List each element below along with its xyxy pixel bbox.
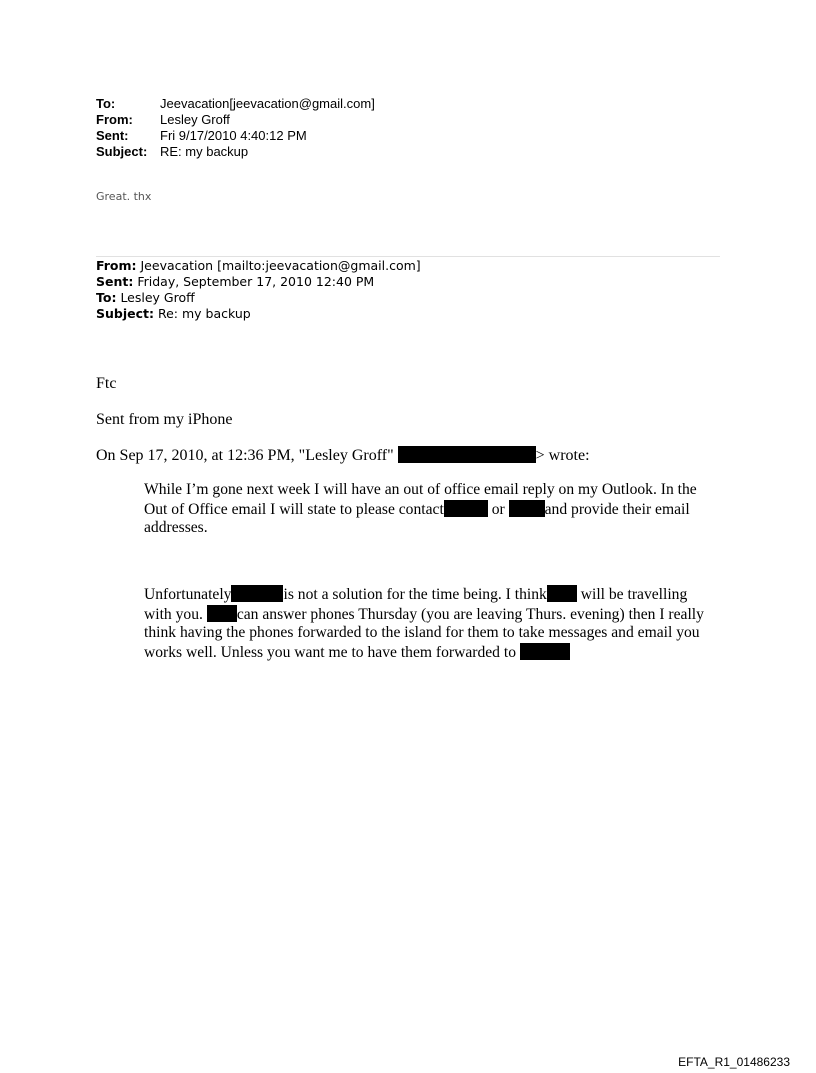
body-line-ftc: Ftc (96, 375, 117, 392)
original-from-label: From: (96, 258, 137, 273)
original-from-value: Jeevacation [mailto:jeevacation@gmail.com] (140, 258, 421, 273)
quoted-paragraph-1 (144, 481, 704, 538)
redaction-box (520, 643, 570, 660)
original-subject-value: Re: my backup (157, 306, 251, 321)
redaction-box (509, 500, 545, 517)
original-to-row (96, 290, 421, 306)
original-subject-label: Subject: (96, 306, 154, 321)
redaction-box (444, 500, 488, 517)
redaction-box (547, 585, 577, 602)
quote2-text-c: will be travelling with you. (144, 586, 688, 623)
subject-row (96, 144, 375, 160)
sent-label: Sent: (96, 128, 129, 143)
quote1-text-a: While I’m gone next week I will have an out of office email reply on my Outlook. In the Out of Office email I will state to please contact (144, 481, 697, 518)
original-sent-label: Sent: (96, 274, 134, 289)
original-to-label: To: (96, 290, 117, 305)
attribution-line (96, 446, 590, 465)
original-subject-row (96, 306, 421, 322)
from-row (96, 112, 375, 128)
original-sent-value: Friday, September 17, 2010 12:40 PM (137, 274, 375, 289)
to-label: To: (96, 96, 116, 111)
quote1-text-c: and provide their email addresses. (144, 500, 690, 536)
email-header (96, 96, 375, 160)
reply-body: Great. thx (96, 190, 152, 203)
original-message-header (96, 258, 421, 322)
attribution-suffix: > wrote: (535, 447, 590, 464)
quote2-text-b: is not a solution for the time being. I think (283, 586, 547, 603)
document-id-footer: EFTA_R1_01486233 (678, 1055, 790, 1069)
subject-label: Subject: (96, 144, 148, 159)
to-value: Jeevacation[jeevacation@gmail.com] (160, 96, 375, 111)
redaction-box (231, 585, 283, 602)
sent-row (96, 128, 375, 144)
original-from-row (96, 258, 421, 274)
attribution-prefix: On Sep 17, 2010, at 12:36 PM, "Lesley Groff" (96, 447, 394, 464)
from-value: Lesley Groff (160, 112, 230, 127)
quoted-paragraph-2 (144, 585, 704, 662)
original-to-value: Lesley Groff (120, 290, 195, 305)
quote2-text-a: Unfortunately (144, 586, 232, 603)
original-sent-row (96, 274, 421, 290)
divider (96, 256, 720, 257)
quote2-text-d: can answer phones Thursday (you are leaving Thurs. evening) then I really think having the phones forwarded to the island for them to take messages and email you works well. Unless you want me to have them forwarded to (144, 605, 704, 661)
sent-value: Fri 9/17/2010 4:40:12 PM (160, 128, 307, 143)
from-label: From: (96, 112, 133, 127)
redaction-box (398, 446, 536, 463)
body-line-sent-from: Sent from my iPhone (96, 411, 233, 428)
subject-value: RE: my backup (160, 144, 249, 159)
to-row (96, 96, 375, 112)
redaction-box (207, 605, 237, 622)
quote1-text-b: or (491, 500, 505, 518)
